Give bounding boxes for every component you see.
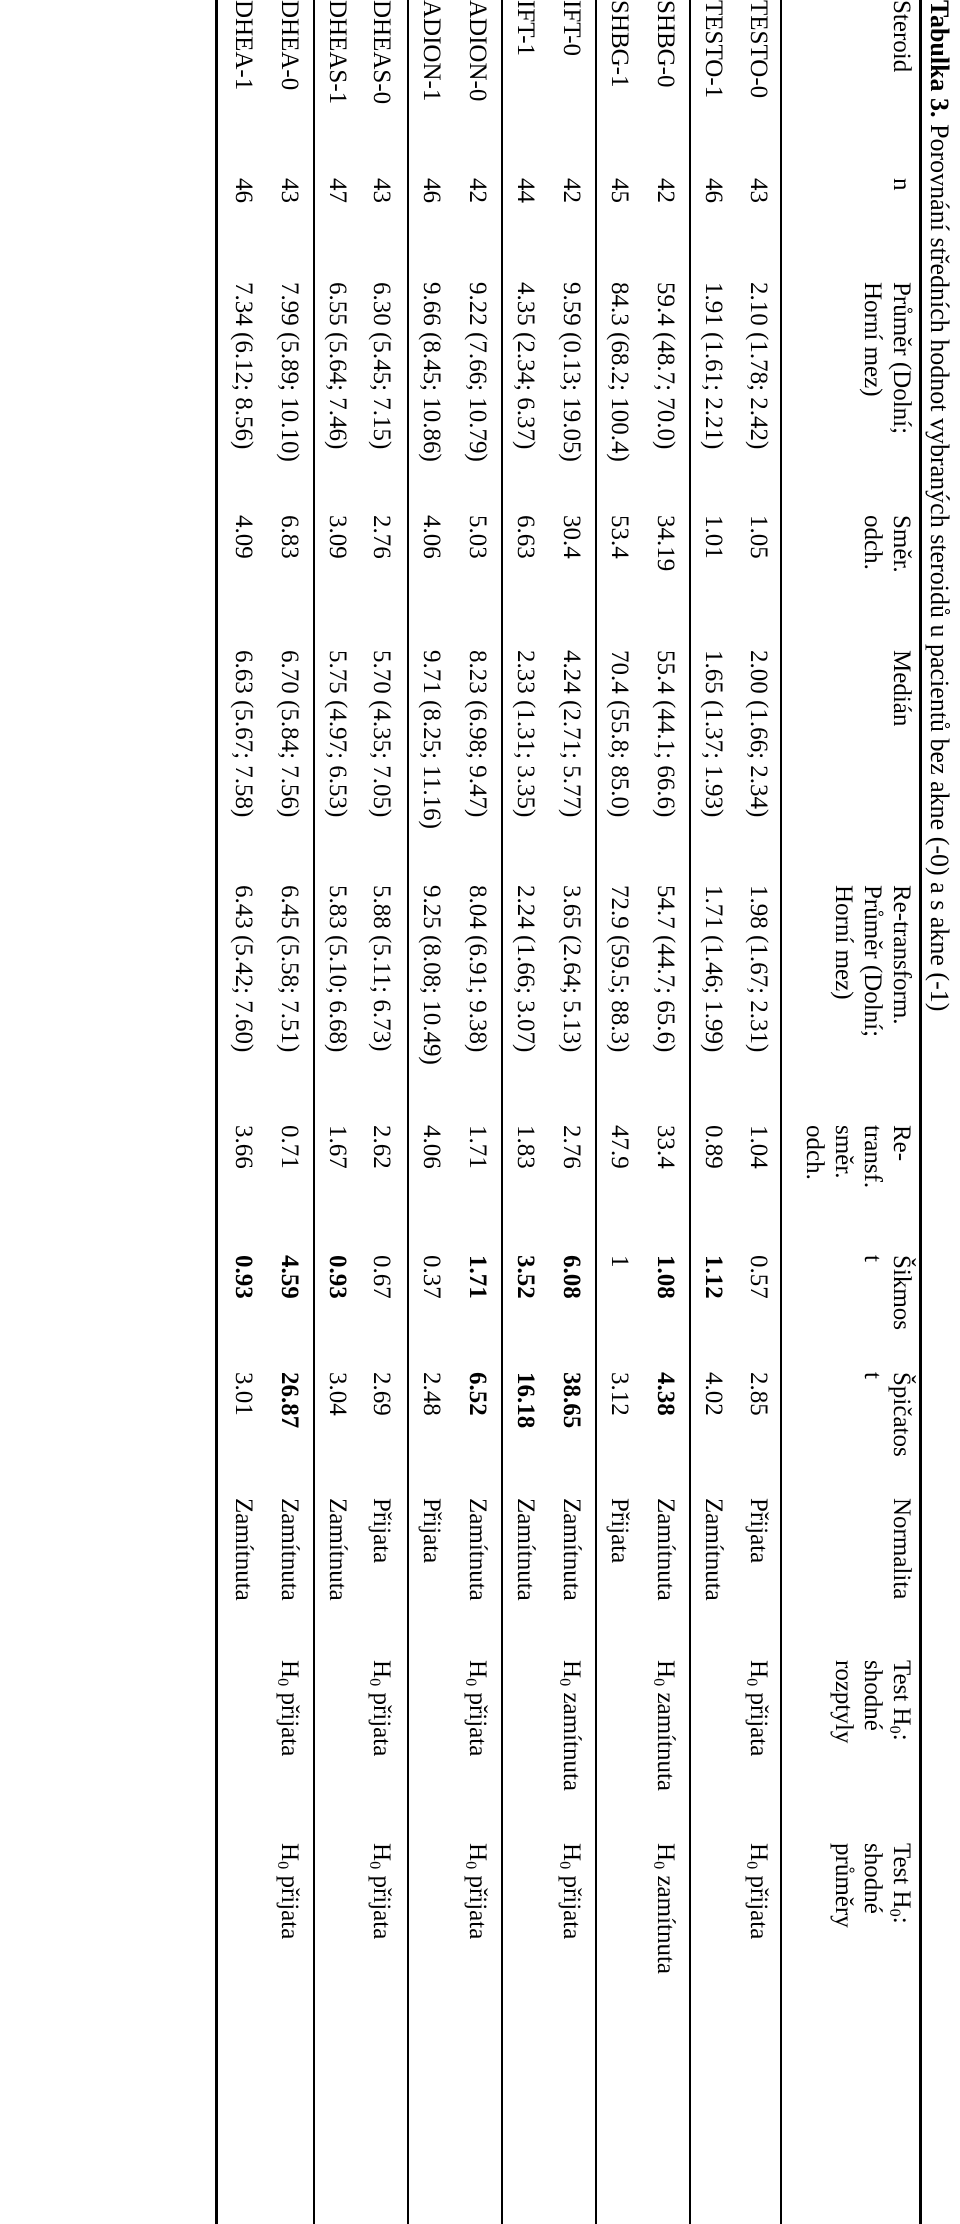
table-header-row (786, 0, 916, 2224)
cell-retransform-sd: 0.71 (276, 1125, 303, 1169)
header-line: Test $H_0$: (885, 1843, 915, 1924)
cell-retransform-sd: 33.4 (652, 1125, 679, 1169)
cell-sd: 1.05 (745, 515, 772, 559)
cell-mean-ci: 84.3 (68.2; 100.4) (606, 282, 633, 462)
cell-steroid: IFT-1 (512, 0, 539, 57)
cell-mean-test: $H_0$ přijata (742, 1843, 772, 1940)
cell-kurtosis: 2.69 (368, 1372, 395, 1416)
caption-label: Tabulka 3. (925, 0, 954, 118)
cell-median: 2.00 (1.66; 2.34) (745, 650, 772, 818)
cell-retransform-mean-ci: 1.98 (1.67; 2.31) (745, 885, 772, 1053)
cell-skewness: 0.93 (324, 1255, 351, 1299)
header-line: Test $H_0$: (885, 1660, 915, 1741)
cell-kurtosis: 26.87 (276, 1372, 303, 1429)
cell-median: 6.70 (5.84; 7.56) (276, 650, 303, 818)
cell-sd: 4.09 (230, 515, 257, 559)
cell-variance-test: $H_0$ přijata (461, 1660, 491, 1757)
header-line: průměry (830, 1843, 857, 1928)
cell-normality: Přijata (745, 1498, 772, 1564)
cell-n: 46 (418, 178, 445, 203)
cell-n: 46 (230, 178, 257, 203)
header-line: Průměr (Dolní; (859, 885, 886, 1038)
cell-median: 8.23 (6.98; 9.47) (464, 650, 491, 818)
cell-variance-test: $H_0$ zamítnuta (649, 1660, 679, 1792)
cell-sd: 53.4 (606, 515, 633, 559)
cell-steroid: ADION-1 (418, 0, 445, 102)
header-line: t (859, 1255, 886, 1262)
cell-normality: Zamítnuta (324, 1498, 351, 1601)
cell-n: 45 (606, 178, 633, 203)
header-mean-test (829, 1843, 916, 1928)
cell-kurtosis: 6.52 (464, 1372, 491, 1416)
cell-normality: Zamítnuta (230, 1498, 257, 1601)
cell-mean-test: $H_0$ zamítnuta (649, 1843, 679, 1975)
cell-mean-ci: 9.22 (7.66; 10.79) (464, 282, 491, 462)
cell-retransform-sd: 2.62 (368, 1125, 395, 1169)
cell-median: 5.75 (4.97; 6.53) (324, 650, 351, 818)
header-line: odch. (801, 1125, 828, 1180)
header-skewness (858, 1255, 916, 1330)
cell-retransform-sd: 2.76 (558, 1125, 585, 1169)
group-rule (502, 0, 504, 2224)
cell-steroid: TESTO-0 (745, 0, 772, 99)
table-row (412, 0, 450, 2224)
bottom-rule (215, 0, 218, 2224)
header-normality (887, 1498, 916, 1599)
cell-median: 6.63 (5.67; 7.58) (230, 650, 257, 818)
cell-kurtosis: 16.18 (512, 1372, 539, 1429)
cell-kurtosis: 4.38 (652, 1372, 679, 1416)
cell-n: 44 (512, 178, 539, 203)
cell-n: 43 (745, 178, 772, 203)
cell-sd: 2.76 (368, 515, 395, 559)
cell-steroid: DHEA-1 (230, 0, 257, 91)
group-rule (596, 0, 598, 2224)
header-retransform-sd (800, 1125, 916, 1188)
cell-n: 42 (558, 178, 585, 203)
top-rule (919, 0, 922, 2224)
cell-variance-test: $H_0$ přijata (742, 1660, 772, 1757)
cell-retransform-mean-ci: 2.24 (1.66; 3.07) (512, 885, 539, 1053)
cell-kurtosis: 3.04 (324, 1372, 351, 1416)
cell-median: 55.4 (44.1; 66.6) (652, 650, 679, 818)
cell-skewness: 6.08 (558, 1255, 585, 1299)
table-row (739, 0, 777, 2224)
cell-n: 43 (276, 178, 303, 203)
cell-variance-test: $H_0$ zamítnuta (555, 1660, 585, 1792)
header-line: n (888, 178, 915, 191)
cell-retransform-sd: 4.06 (418, 1125, 445, 1169)
cell-median: 4.24 (2.71; 5.77) (558, 650, 585, 818)
cell-normality: Přijata (368, 1498, 395, 1564)
cell-steroid: DHEAS-0 (368, 0, 395, 105)
header-line: shodné (859, 1660, 886, 1731)
cell-normality: Zamítnuta (464, 1498, 491, 1601)
cell-kurtosis: 3.12 (606, 1372, 633, 1416)
cell-median: 9.71 (8.25; 11.16) (418, 650, 445, 829)
cell-retransform-mean-ci: 5.83 (5.10; 6.68) (324, 885, 351, 1053)
header-median (887, 650, 916, 726)
cell-retransform-mean-ci: 3.65 (2.64; 5.13) (558, 885, 585, 1053)
group-rule (690, 0, 692, 2224)
header-line: t (859, 1372, 886, 1379)
cell-mean-ci: 7.99 (5.89; 10.10) (276, 282, 303, 462)
cell-mean-test: $H_0$ přijata (461, 1843, 491, 1940)
cell-mean-ci: 1.91 (1.61; 2.21) (700, 282, 727, 450)
cell-skewness: 1.12 (700, 1255, 727, 1299)
cell-variance-test: $H_0$ přijata (365, 1660, 395, 1757)
header-line: Medián (888, 650, 915, 727)
cell-steroid: ADION-0 (464, 0, 491, 102)
cell-retransform-mean-ci: 8.04 (6.91; 9.38) (464, 885, 491, 1053)
header-line: Šikmos (888, 1255, 915, 1331)
cell-median: 2.33 (1.31; 3.35) (512, 650, 539, 818)
cell-mean-ci: 2.10 (1.78; 2.42) (745, 282, 772, 450)
cell-sd: 6.83 (276, 515, 303, 559)
cell-retransform-mean-ci: 9.25 (8.08; 10.49) (418, 885, 445, 1065)
cell-steroid: TESTO-1 (700, 0, 727, 99)
cell-n: 42 (464, 178, 491, 203)
table-row (224, 0, 262, 2224)
table-row (318, 0, 356, 2224)
header-line: směr. (830, 1125, 857, 1179)
cell-sd: 5.03 (464, 515, 491, 559)
cell-retransform-sd: 47.9 (606, 1125, 633, 1169)
cell-normality: Zamítnuta (276, 1498, 303, 1601)
cell-retransform-mean-ci: 6.45 (5.58; 7.51) (276, 885, 303, 1053)
cell-kurtosis: 3.01 (230, 1372, 257, 1416)
cell-kurtosis: 2.85 (745, 1372, 772, 1416)
table-row (506, 0, 544, 2224)
cell-mean-ci: 6.30 (5.45; 7.15) (368, 282, 395, 450)
table-caption (924, 0, 954, 1011)
header-line: shodné (859, 1843, 886, 1914)
cell-sd: 30.4 (558, 515, 585, 559)
cell-kurtosis: 4.02 (700, 1372, 727, 1416)
cell-skewness: 3.52 (512, 1255, 539, 1299)
cell-retransform-mean-ci: 6.43 (5.42; 7.60) (230, 885, 257, 1053)
cell-mean-test: $H_0$ přijata (273, 1843, 303, 1940)
cell-retransform-mean-ci: 5.88 (5.11; 6.73) (368, 885, 395, 1052)
cell-n: 42 (652, 178, 679, 203)
cell-skewness: 0.37 (418, 1255, 445, 1299)
table-row (646, 0, 684, 2224)
cell-sd: 4.06 (418, 515, 445, 559)
cell-mean-ci: 9.59 (0.13; 19.05) (558, 282, 585, 462)
cell-steroid: DHEAS-1 (324, 0, 351, 105)
cell-mean-ci: 9.66 (8.45; 10.86) (418, 282, 445, 462)
header-line: Horní mez) (859, 282, 886, 397)
table-row (458, 0, 496, 2224)
cell-retransform-mean-ci: 1.71 (1.46; 1.99) (700, 885, 727, 1053)
cell-steroid: IFT-0 (558, 0, 585, 57)
cell-n: 43 (368, 178, 395, 203)
cell-mean-ci: 7.34 (6.12; 8.56) (230, 282, 257, 450)
cell-steroid: SHBG-0 (652, 0, 679, 88)
header-line: Horní mez) (830, 885, 857, 1000)
cell-sd: 6.63 (512, 515, 539, 559)
cell-n: 47 (324, 178, 351, 203)
header-line: Re-transform. (888, 885, 915, 1025)
header-n (887, 178, 916, 191)
table-row (694, 0, 732, 2224)
header-steroid (887, 0, 916, 72)
cell-normality: Přijata (606, 1498, 633, 1564)
cell-skewness: 1 (606, 1255, 633, 1268)
cell-sd: 34.19 (652, 515, 679, 572)
cell-retransform-sd: 1.04 (745, 1125, 772, 1169)
cell-skewness: 0.57 (745, 1255, 772, 1299)
cell-variance-test: $H_0$ přijata (273, 1660, 303, 1757)
cell-kurtosis: 2.48 (418, 1372, 445, 1416)
cell-retransform-sd: 0.89 (700, 1125, 727, 1169)
header-line: Špičatos (888, 1372, 915, 1457)
group-rule (314, 0, 316, 2224)
cell-normality: Zamítnuta (700, 1498, 727, 1601)
header-sd (858, 515, 916, 573)
cell-skewness: 4.59 (276, 1255, 303, 1299)
cell-kurtosis: 38.65 (558, 1372, 585, 1429)
cell-retransform-sd: 3.66 (230, 1125, 257, 1169)
cell-median: 1.65 (1.37; 1.93) (700, 650, 727, 818)
cell-n: 46 (700, 178, 727, 203)
cell-sd: 3.09 (324, 515, 351, 559)
header-line: Re- (888, 1125, 915, 1162)
header-rule (781, 0, 783, 2224)
header-line: Normalita (888, 1498, 915, 1600)
cell-skewness: 0.67 (368, 1255, 395, 1299)
cell-skewness: 1.08 (652, 1255, 679, 1299)
table-row (552, 0, 590, 2224)
cell-median: 70.4 (55.8; 85.0) (606, 650, 633, 818)
cell-mean-test: $H_0$ přijata (555, 1843, 585, 1940)
header-line: rozptyly (830, 1660, 857, 1744)
group-rule (408, 0, 410, 2224)
header-line: Průměr (Dolní; (888, 282, 915, 435)
header-variance-test (829, 1660, 916, 1743)
cell-normality: Přijata (418, 1498, 445, 1564)
cell-retransform-mean-ci: 72.9 (59.5; 88.3) (606, 885, 633, 1053)
cell-normality: Zamítnuta (558, 1498, 585, 1601)
cell-skewness: 1.71 (464, 1255, 491, 1299)
cell-retransform-mean-ci: 54.7 (44.7; 65.6) (652, 885, 679, 1053)
cell-skewness: 0.93 (230, 1255, 257, 1299)
cell-normality: Zamítnuta (512, 1498, 539, 1601)
cell-mean-test: $H_0$ přijata (365, 1843, 395, 1940)
cell-mean-ci: 4.35 (2.34; 6.37) (512, 282, 539, 450)
cell-retransform-sd: 1.83 (512, 1125, 539, 1169)
cell-mean-ci: 6.55 (5.64; 7.46) (324, 282, 351, 450)
header-kurtosis (858, 1372, 916, 1457)
header-line: Směr. (888, 515, 915, 573)
cell-retransform-sd: 1.67 (324, 1125, 351, 1169)
header-line: odch. (859, 515, 886, 570)
table-row (600, 0, 638, 2224)
cell-mean-ci: 59.4 (48.7; 70.0) (652, 282, 679, 450)
header-line: transf. (859, 1125, 886, 1189)
header-mean-ci (858, 282, 916, 434)
cell-normality: Zamítnuta (652, 1498, 679, 1601)
table-row (362, 0, 400, 2224)
cell-steroid: SHBG-1 (606, 0, 633, 88)
caption-text: Porovnání středních hodnot vybraných steroidů u pacientů bez akne (-0) a s akne (-1) (925, 117, 954, 1012)
cell-retransform-sd: 1.71 (464, 1125, 491, 1169)
cell-median: 5.70 (4.35; 7.05) (368, 650, 395, 818)
header-line: Steroid (888, 0, 915, 73)
cell-steroid: DHEA-0 (276, 0, 303, 91)
cell-sd: 1.01 (700, 515, 727, 559)
header-retransform-mean-ci (829, 885, 916, 1037)
table-row (270, 0, 308, 2224)
